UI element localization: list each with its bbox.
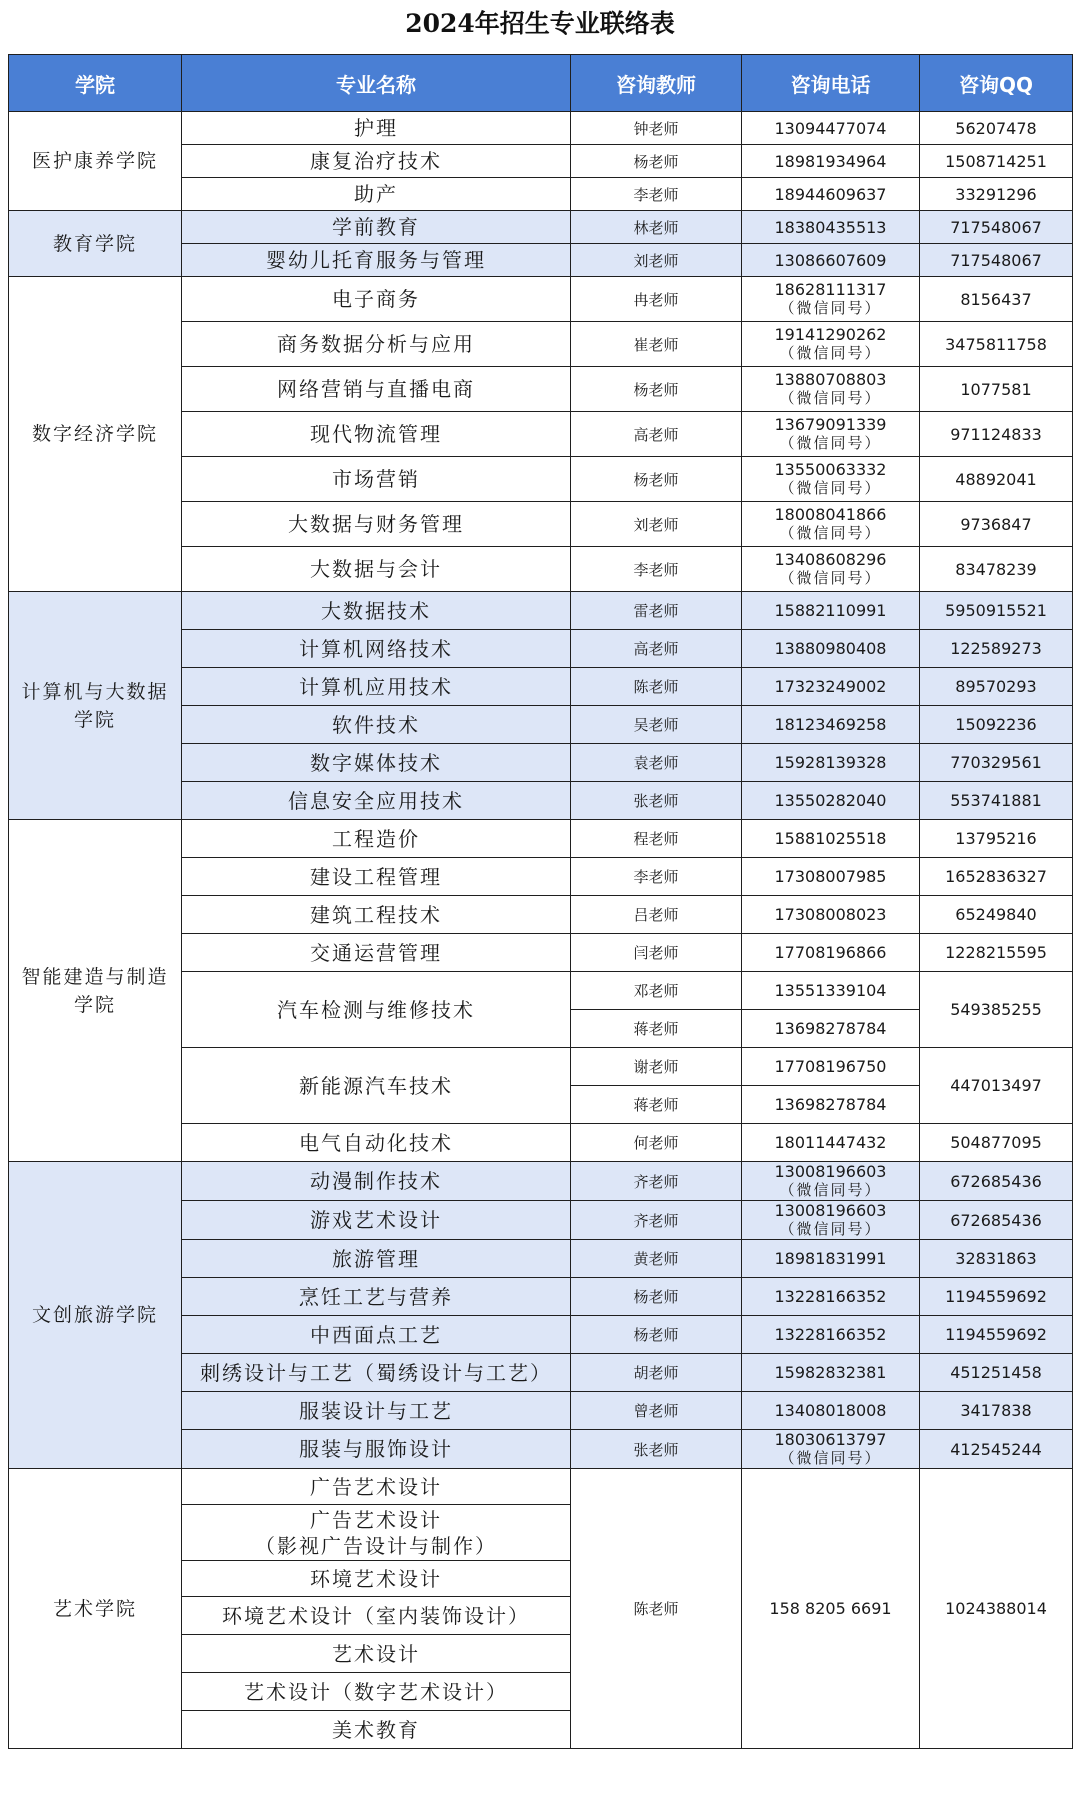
teacher-cell: 袁老师: [571, 744, 742, 782]
teacher-cell: 高老师: [571, 412, 742, 457]
major-cell: 网络营销与直播电商: [182, 367, 571, 412]
qq-cell: 1652836327: [920, 858, 1073, 896]
teacher-cell: 张老师: [571, 782, 742, 820]
phone-cell: 18011447432: [742, 1124, 920, 1162]
wechat-note: （微信同号）: [779, 1220, 882, 1238]
major-cell: 新能源汽车技术: [182, 1048, 571, 1124]
college-line-1: 计算机与大数据: [21, 680, 169, 703]
phone-cell: 18944609637: [742, 178, 920, 211]
phone-cell: 18981934964: [742, 145, 920, 178]
major-cell: 助产: [182, 178, 571, 211]
major-cell: 动漫制作技术: [182, 1162, 571, 1201]
qq-cell: 504877095: [920, 1124, 1073, 1162]
major-cell: 市场营销: [182, 457, 571, 502]
major-cell: 美术教育: [182, 1711, 571, 1749]
teacher-cell: 齐老师: [571, 1162, 742, 1201]
major-cell: 交通运营管理: [182, 934, 571, 972]
teacher-cell: 杨老师: [571, 145, 742, 178]
phone-cell: 17708196750: [742, 1048, 920, 1086]
phone-cell: 17308007985: [742, 858, 920, 896]
major-cell: 环境艺术设计: [182, 1561, 571, 1597]
qq-cell: 15092236: [920, 706, 1073, 744]
qq-cell: 83478239: [920, 547, 1073, 592]
major-cell: 中西面点工艺: [182, 1316, 571, 1354]
major-cell: 信息安全应用技术: [182, 782, 571, 820]
major-cell: 环境艺术设计（室内装饰设计）: [182, 1597, 571, 1635]
wechat-note: （微信同号）: [779, 479, 882, 497]
major-cell: 汽车检测与维修技术: [182, 972, 571, 1048]
teacher-cell: 刘老师: [571, 244, 742, 277]
major-cell: 计算机网络技术: [182, 630, 571, 668]
major-cell: 计算机应用技术: [182, 668, 571, 706]
qq-cell: 5950915521: [920, 592, 1073, 630]
teacher-cell: 程老师: [571, 820, 742, 858]
phone-number: 13408608296: [774, 550, 887, 569]
teacher-cell: 李老师: [571, 547, 742, 592]
college-line-1: 智能建造与制造: [21, 965, 169, 988]
phone-number: 18628111317: [774, 280, 887, 299]
phone-cell: [742, 502, 920, 547]
phone-number: 13679091339: [774, 415, 887, 434]
phone-cell: [742, 1430, 920, 1469]
phone-cell: 15982832381: [742, 1354, 920, 1392]
teacher-cell: 杨老师: [571, 1316, 742, 1354]
teacher-cell: 杨老师: [571, 1278, 742, 1316]
header-phone: 咨询电话: [742, 55, 920, 112]
phone-cell: 13228166352: [742, 1278, 920, 1316]
phone-cell: 13551339104: [742, 972, 920, 1010]
teacher-cell: 刘老师: [571, 502, 742, 547]
qq-cell: 32831863: [920, 1240, 1073, 1278]
major-cell: 旅游管理: [182, 1240, 571, 1278]
phone-cell: 18981831991: [742, 1240, 920, 1278]
major-cell: 电子商务: [182, 277, 571, 322]
wechat-note: （微信同号）: [779, 524, 882, 542]
qq-cell: 33291296: [920, 178, 1073, 211]
teacher-cell: 何老师: [571, 1124, 742, 1162]
major-line-1: 广告艺术设计: [310, 1507, 442, 1532]
major-cell: 软件技术: [182, 706, 571, 744]
table-row: [9, 211, 1073, 244]
major-cell: 服装设计与工艺: [182, 1392, 571, 1430]
teacher-cell: 曾老师: [571, 1392, 742, 1430]
major-cell: 学前教育: [182, 211, 571, 244]
qq-cell: 549385255: [920, 972, 1073, 1048]
qq-cell: 8156437: [920, 277, 1073, 322]
major-cell: 刺绣设计与工艺（蜀绣设计与工艺）: [182, 1354, 571, 1392]
major-cell: 建设工程管理: [182, 858, 571, 896]
teacher-cell: 齐老师: [571, 1201, 742, 1240]
college-cell: 医护康养学院: [9, 112, 182, 211]
phone-cell: [742, 277, 920, 322]
phone-cell: 13408018008: [742, 1392, 920, 1430]
table-row: [9, 592, 1073, 630]
wechat-note: （微信同号）: [779, 299, 882, 317]
qq-cell: 3417838: [920, 1392, 1073, 1430]
phone-number: 18008041866: [774, 505, 887, 524]
qq-cell: 717548067: [920, 244, 1073, 277]
phone-cell: [742, 1162, 920, 1201]
qq-cell: 3475811758: [920, 322, 1073, 367]
page-title: 2024年招生专业联络表: [405, 9, 675, 38]
major-cell: 护理: [182, 112, 571, 145]
teacher-cell: 杨老师: [571, 457, 742, 502]
qq-cell: 1508714251: [920, 145, 1073, 178]
phone-number: 13550063332: [774, 460, 887, 479]
teacher-cell: 高老师: [571, 630, 742, 668]
phone-number: 18030613797: [774, 1430, 887, 1449]
qq-cell: 770329561: [920, 744, 1073, 782]
phone-cell: [742, 367, 920, 412]
header-college: 学院: [9, 55, 182, 112]
wechat-note: （微信同号）: [779, 1181, 882, 1199]
phone-cell: [742, 412, 920, 457]
phone-cell: 18380435513: [742, 211, 920, 244]
qq-cell: 13795216: [920, 820, 1073, 858]
teacher-cell: 闫老师: [571, 934, 742, 972]
college-cell: 艺术学院: [9, 1469, 182, 1749]
qq-cell: 65249840: [920, 896, 1073, 934]
major-cell: 大数据与会计: [182, 547, 571, 592]
major-cell: 商务数据分析与应用: [182, 322, 571, 367]
major-cell: [182, 1505, 571, 1561]
phone-cell: 13550282040: [742, 782, 920, 820]
major-line-2: （影视广告设计与制作）: [255, 1533, 497, 1558]
major-cell: 服装与服饰设计: [182, 1430, 571, 1469]
qq-cell: 451251458: [920, 1354, 1073, 1392]
phone-number: 19141290262: [774, 325, 887, 344]
teacher-cell: 钟老师: [571, 112, 742, 145]
phone-cell: 13698278784: [742, 1086, 920, 1124]
qq-cell: 1228215595: [920, 934, 1073, 972]
teacher-cell: 崔老师: [571, 322, 742, 367]
table-row: [9, 1469, 1073, 1505]
wechat-note: （微信同号）: [779, 569, 882, 587]
major-cell: 婴幼儿托育服务与管理: [182, 244, 571, 277]
qq-cell: 48892041: [920, 457, 1073, 502]
contact-table: [8, 54, 1073, 1749]
teacher-cell: 李老师: [571, 858, 742, 896]
qq-cell: 122589273: [920, 630, 1073, 668]
college-line-2: 学院: [73, 993, 116, 1016]
teacher-cell: 胡老师: [571, 1354, 742, 1392]
phone-cell: [742, 457, 920, 502]
phone-cell: 15882110991: [742, 592, 920, 630]
phone-cell: 15881025518: [742, 820, 920, 858]
qq-cell: 553741881: [920, 782, 1073, 820]
major-cell: 大数据与财务管理: [182, 502, 571, 547]
major-cell: 建筑工程技术: [182, 896, 571, 934]
phone-cell: [742, 1201, 920, 1240]
phone-cell: 18123469258: [742, 706, 920, 744]
teacher-cell: 张老师: [571, 1430, 742, 1469]
phone-cell: [742, 547, 920, 592]
major-cell: 现代物流管理: [182, 412, 571, 457]
table-row: [9, 820, 1073, 858]
phone-cell: 13228166352: [742, 1316, 920, 1354]
phone-cell: 158 8205 6691: [742, 1469, 920, 1749]
wechat-note: （微信同号）: [779, 344, 882, 362]
qq-cell: 447013497: [920, 1048, 1073, 1124]
phone-cell: 13086607609: [742, 244, 920, 277]
qq-cell: 56207478: [920, 112, 1073, 145]
major-cell: 大数据技术: [182, 592, 571, 630]
qq-cell: 717548067: [920, 211, 1073, 244]
qq-cell: 1194559692: [920, 1316, 1073, 1354]
phone-cell: 13698278784: [742, 1010, 920, 1048]
wechat-note: （微信同号）: [779, 389, 882, 407]
major-cell: 广告艺术设计: [182, 1469, 571, 1505]
phone-cell: 15928139328: [742, 744, 920, 782]
wechat-note: （微信同号）: [779, 434, 882, 452]
qq-cell: 672685436: [920, 1201, 1073, 1240]
wechat-note: （微信同号）: [779, 1449, 882, 1467]
teacher-cell: 邓老师: [571, 972, 742, 1010]
college-cell: [9, 592, 182, 820]
teacher-cell: 李老师: [571, 178, 742, 211]
table-row: [9, 277, 1073, 322]
teacher-cell: 吕老师: [571, 896, 742, 934]
phone-number: 13008196603: [774, 1201, 887, 1220]
qq-cell: 89570293: [920, 668, 1073, 706]
college-cell: 文创旅游学院: [9, 1162, 182, 1469]
teacher-cell: 黄老师: [571, 1240, 742, 1278]
major-cell: 工程造价: [182, 820, 571, 858]
teacher-cell: 吴老师: [571, 706, 742, 744]
qq-cell: 971124833: [920, 412, 1073, 457]
college-cell: 数字经济学院: [9, 277, 182, 592]
teacher-cell: 谢老师: [571, 1048, 742, 1086]
phone-cell: 13094477074: [742, 112, 920, 145]
college-line-2: 学院: [73, 708, 116, 731]
qq-cell: 1077581: [920, 367, 1073, 412]
phone-number: 13880708803: [774, 370, 887, 389]
phone-cell: 17708196866: [742, 934, 920, 972]
phone-cell: 13880980408: [742, 630, 920, 668]
phone-cell: [742, 322, 920, 367]
teacher-cell: 林老师: [571, 211, 742, 244]
header-row: [9, 55, 1073, 112]
major-cell: 康复治疗技术: [182, 145, 571, 178]
header-qq: 咨询QQ: [920, 55, 1073, 112]
major-cell: 数字媒体技术: [182, 744, 571, 782]
teacher-cell: 冉老师: [571, 277, 742, 322]
teacher-cell: 陈老师: [571, 1469, 742, 1749]
phone-cell: 17308008023: [742, 896, 920, 934]
header-teacher: 咨询教师: [571, 55, 742, 112]
teacher-cell: 蒋老师: [571, 1086, 742, 1124]
college-cell: [9, 820, 182, 1162]
teacher-cell: 杨老师: [571, 367, 742, 412]
college-cell: 教育学院: [9, 211, 182, 277]
major-cell: 电气自动化技术: [182, 1124, 571, 1162]
qq-cell: 672685436: [920, 1162, 1073, 1201]
major-cell: 烹饪工艺与营养: [182, 1278, 571, 1316]
teacher-cell: 蒋老师: [571, 1010, 742, 1048]
major-cell: 游戏艺术设计: [182, 1201, 571, 1240]
teacher-cell: 陈老师: [571, 668, 742, 706]
header-major: 专业名称: [182, 55, 571, 112]
major-cell: 艺术设计（数字艺术设计）: [182, 1673, 571, 1711]
table-row: [9, 1162, 1073, 1201]
qq-cell: 9736847: [920, 502, 1073, 547]
table-row: [9, 112, 1073, 145]
qq-cell: 1024388014: [920, 1469, 1073, 1749]
teacher-cell: 雷老师: [571, 592, 742, 630]
qq-cell: 1194559692: [920, 1278, 1073, 1316]
phone-cell: 17323249002: [742, 668, 920, 706]
major-cell: 艺术设计: [182, 1635, 571, 1673]
qq-cell: 412545244: [920, 1430, 1073, 1469]
phone-number: 13008196603: [774, 1162, 887, 1181]
